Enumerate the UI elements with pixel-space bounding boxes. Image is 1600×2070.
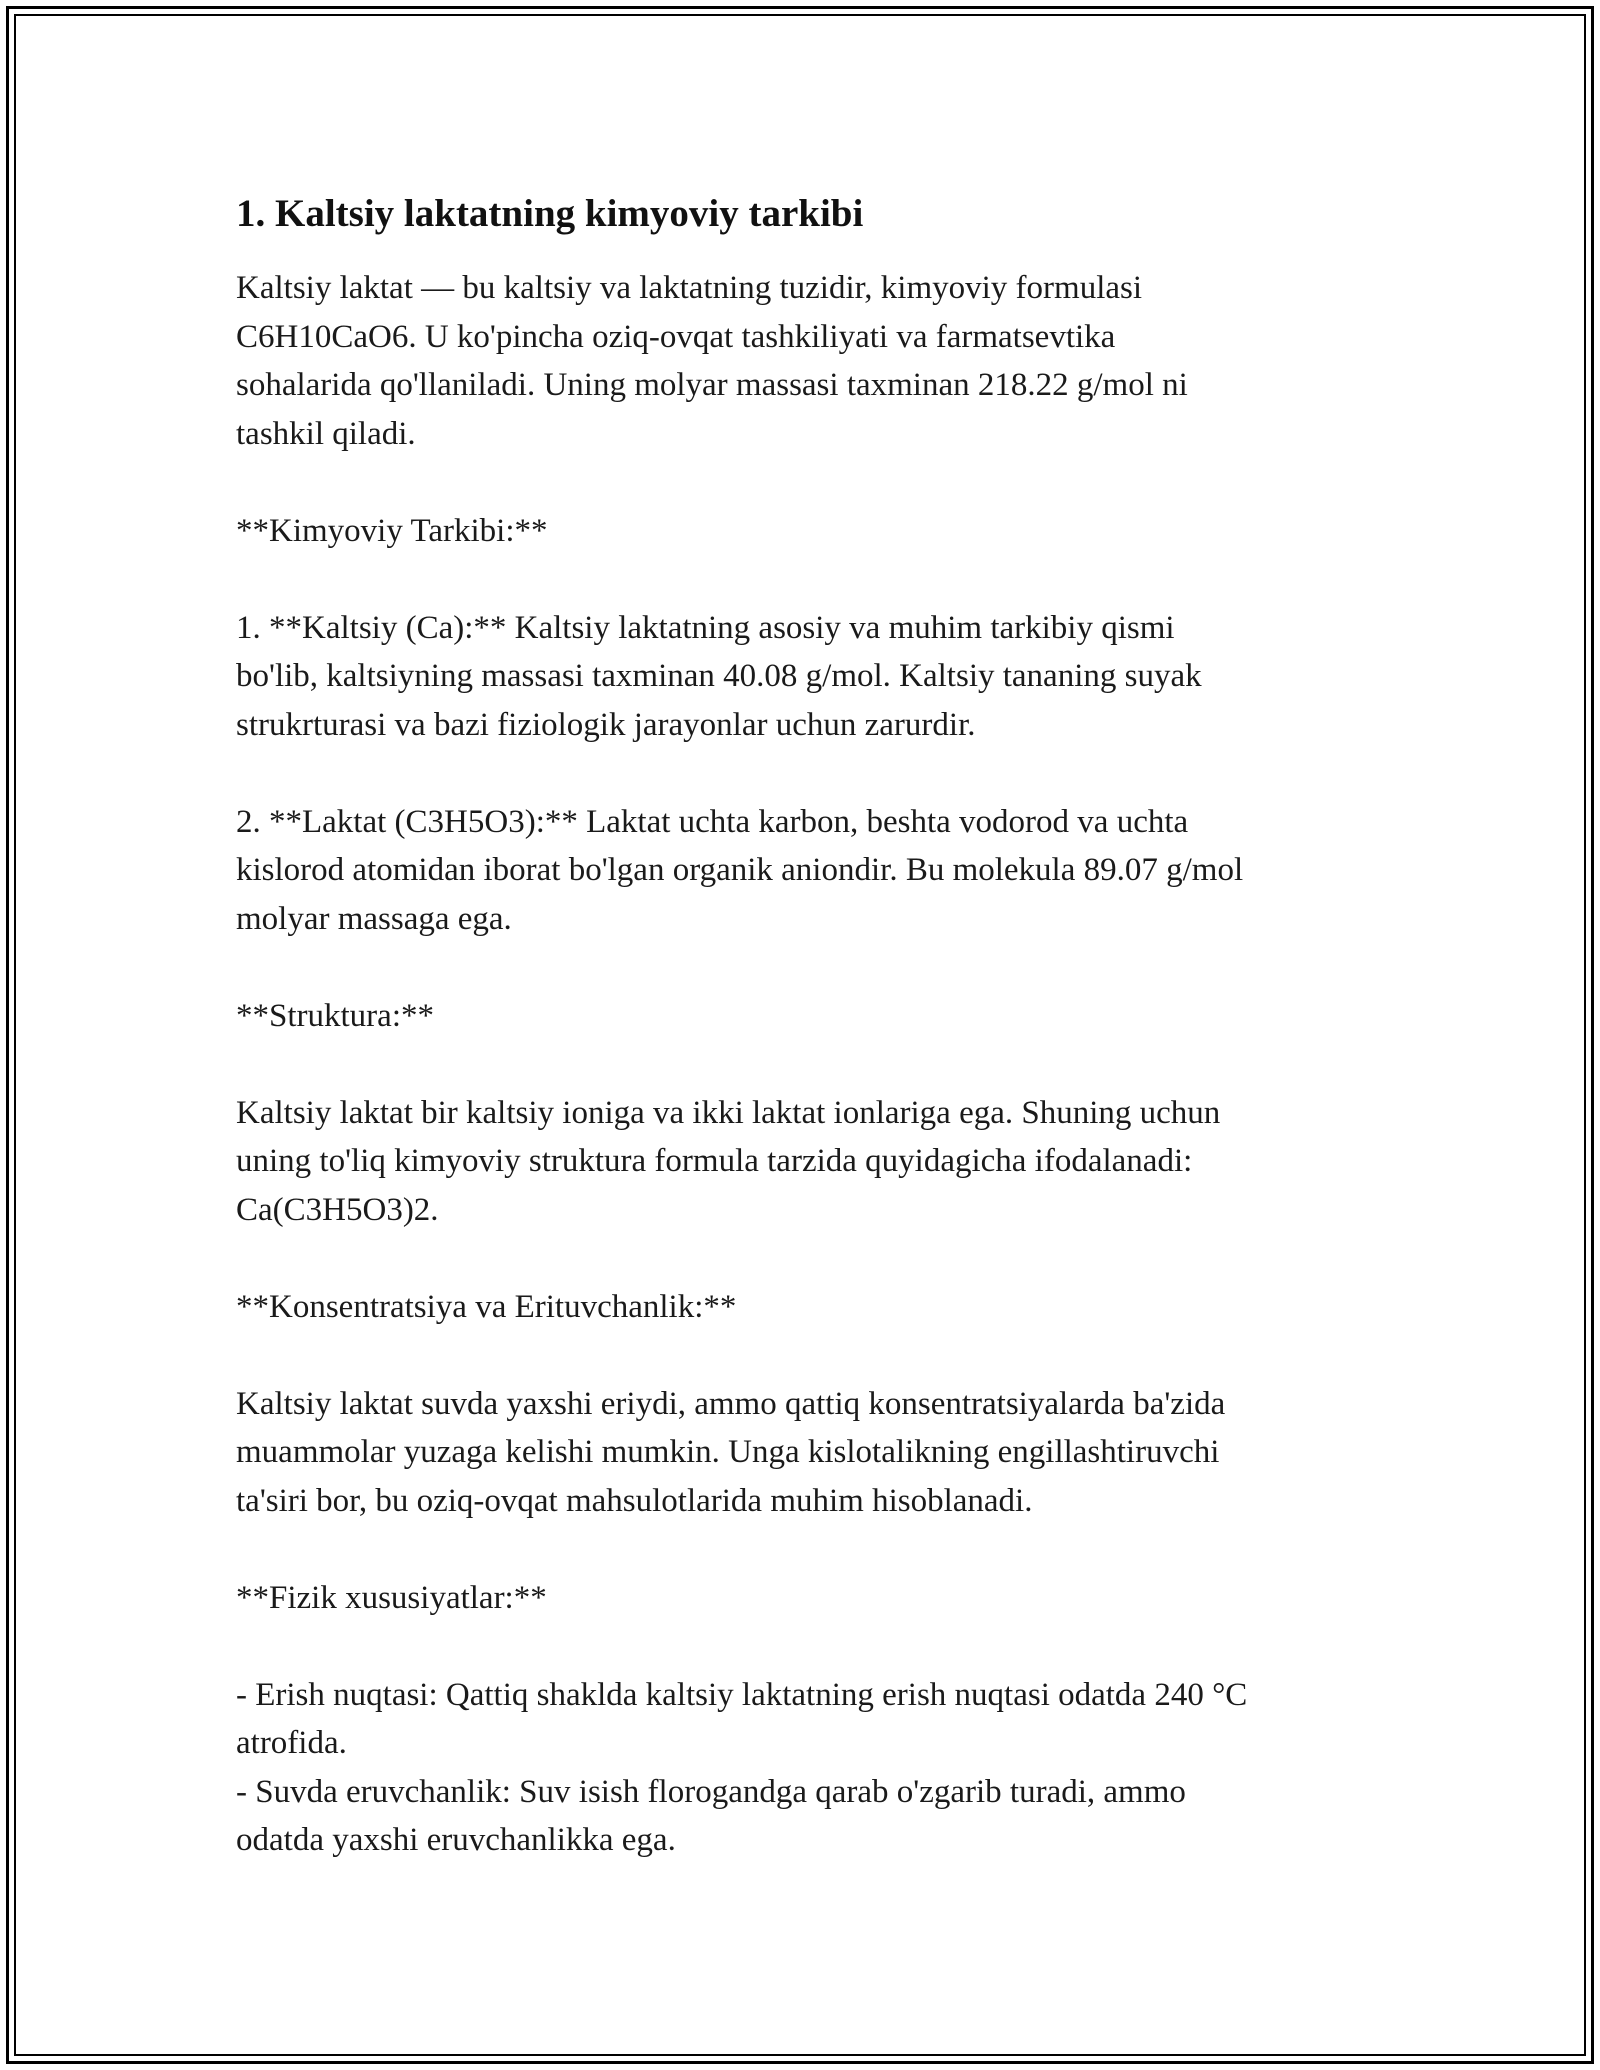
text-line: Kaltsiy laktat suvda yaxshi eriydi, ammo qattiq konsentratsiyalarda ba'zida bbox=[236, 1385, 1226, 1422]
text-line: Kaltsiy laktat bir kaltsiy ioniga va ikki laktat ionlariga ega. Shuning uchun bbox=[236, 1094, 1221, 1131]
text-line: Kaltsiy laktat — bu kaltsiy va laktatning tuzidir, kimyoviy formulasi bbox=[236, 270, 1143, 306]
document-title: 1. Kaltsiy laktatning kimyoviy tarkibi bbox=[236, 192, 864, 235]
text-line: atrofida. bbox=[236, 1725, 347, 1761]
text-line: Ca(C3H5O3)2. bbox=[236, 1191, 439, 1228]
section-heading-fizik-xususiyatlar bbox=[236, 1574, 1376, 1623]
section-heading-konsentratsiya bbox=[236, 1283, 1376, 1332]
struktura-paragraph bbox=[236, 1089, 1376, 1235]
list-item-kaltsiy bbox=[236, 604, 1376, 750]
text-line: uning to'liq kimyoviy struktura formula tarzida quyidagicha ifodalanadi: bbox=[236, 1143, 1193, 1179]
text-line: **Fizik xususiyatlar:** bbox=[236, 1579, 547, 1616]
text-line: sohalarida qo'llaniladi. Uning molyar massasi taxminan 218.22 g/mol ni bbox=[236, 367, 1188, 403]
text-line: **Konsentratsiya va Erituvchanlik:** bbox=[236, 1288, 737, 1325]
text-line: 2. **Laktat (C3H5O3):** Laktat uchta karbon, beshta vodorod va uchta bbox=[236, 803, 1189, 840]
list-item-laktat bbox=[236, 798, 1376, 944]
text-line: odatda yaxshi eruvchanlikka ega. bbox=[236, 1822, 676, 1858]
text-line: tashkil qiladi. bbox=[236, 415, 416, 452]
text-line: muammolar yuzaga kelishi mumkin. Unga kislotalikning engillashtiruvchi bbox=[236, 1434, 1220, 1470]
fizik-xususiyatlar-list bbox=[236, 1671, 1376, 1865]
intro-paragraph bbox=[236, 264, 1376, 458]
konsentratsiya-paragraph bbox=[236, 1380, 1376, 1526]
text-line: C6H10CaO6. U ko'pincha oziq-ovqat tashkiliyati va farmatsevtika bbox=[236, 318, 1116, 355]
text-line: **Struktura:** bbox=[236, 997, 434, 1034]
section-heading-kimyoviy-tarkibi bbox=[236, 507, 1376, 556]
text-line: **Kimyoviy Tarkibi:** bbox=[236, 512, 548, 549]
text-line: molyar massaga ega. bbox=[236, 900, 512, 937]
text-line: kislorod atomidan iborat bo'lgan organik aniondir. Bu molekula 89.07 g/mol bbox=[236, 852, 1244, 888]
text-line: - Suvda eruvchanlik: Suv isish florogandga qarab o'zgarib turadi, ammo bbox=[236, 1773, 1186, 1810]
text-line: 1. **Kaltsiy (Ca):** Kaltsiy laktatning asosiy va muhim tarkibiy qismi bbox=[236, 609, 1175, 646]
text-line: - Erish nuqtasi: Qattiq shaklda kaltsiy laktatning erish nuqtasi odatda 240 °C bbox=[236, 1676, 1248, 1713]
document-body bbox=[236, 190, 1376, 1865]
text-line: strukrturasi va bazi fiziologik jarayonlar uchun zarurdir. bbox=[236, 706, 976, 743]
section-heading-struktura bbox=[236, 992, 1376, 1041]
text-line: bo'lib, kaltsiyning massasi taxminan 40.08 g/mol. Kaltsiy tananing suyak bbox=[236, 658, 1202, 694]
text-line: ta'siri bor, bu oziq-ovqat mahsulotlarida muhim hisoblanadi. bbox=[236, 1482, 1033, 1519]
